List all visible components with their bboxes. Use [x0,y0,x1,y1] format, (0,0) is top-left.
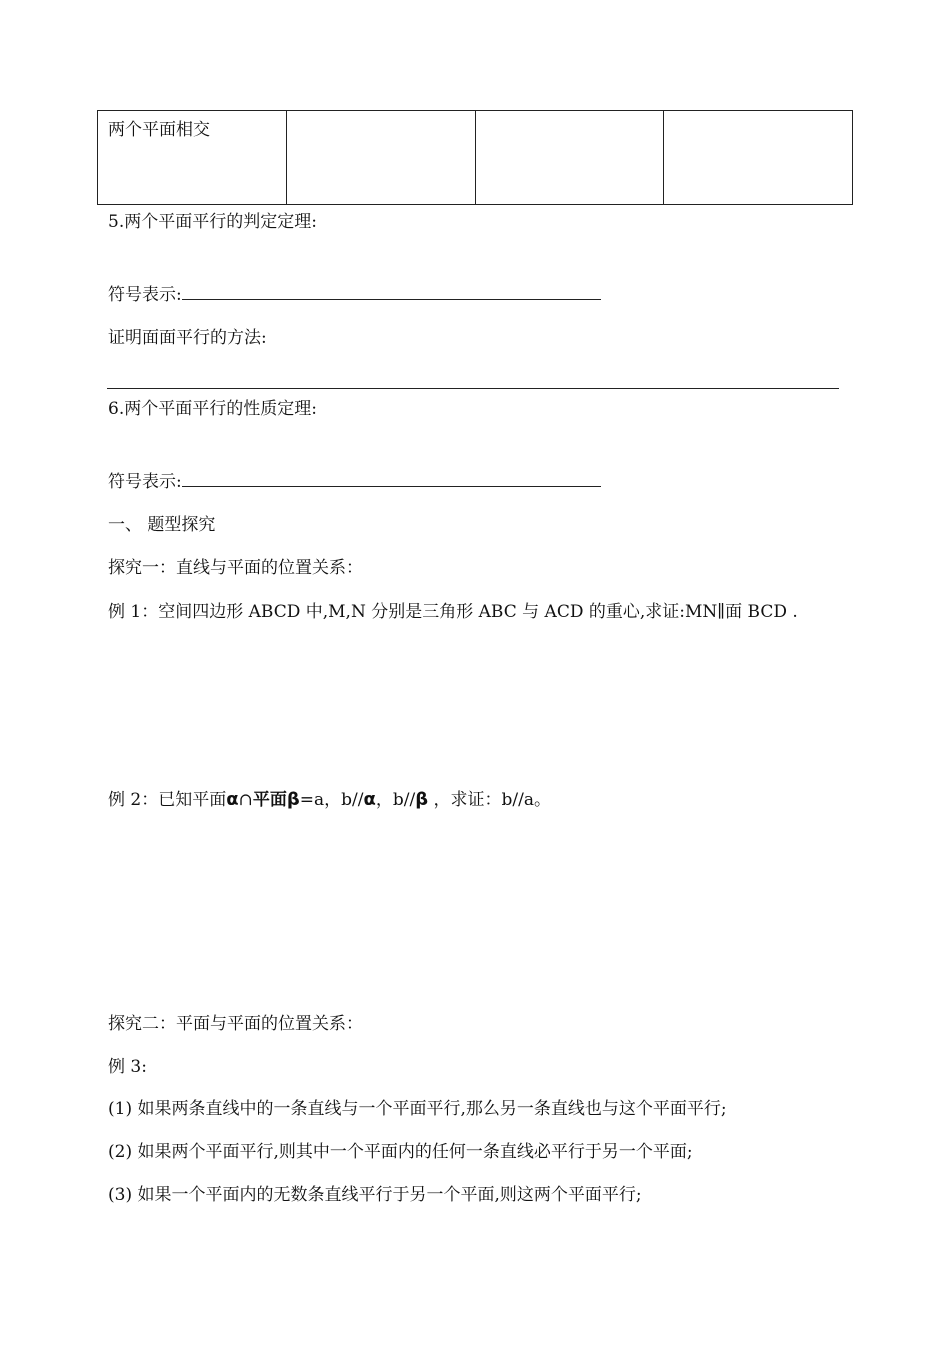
example3-item-1: (1) 如果两条直线中的一条直线与一个平面平行,那么另一条直线也与这个平面平行; [108,1099,727,1119]
example2-prefix: 例 2：已知平面 [108,790,227,810]
section6-symbol-row [108,471,601,493]
section6-heading: 6.两个平面平行的性质定理: [108,399,317,419]
section5-symbol-row [108,284,601,306]
beta-symbol-2: β [415,789,429,810]
alpha-symbol: α [226,789,239,810]
section5-symbol-label: 符号表示: [108,285,182,305]
section5-symbol-blank[interactable] [182,285,601,300]
section5-method-label: 证明面面平行的方法: [108,328,267,348]
explore1-heading: 探究一：直线与平面的位置关系： [108,558,363,578]
part-one-heading: 一、 题型探究 [108,515,216,535]
example2-text [108,789,551,811]
explore2-heading: 探究二：平面与平面的位置关系： [108,1014,363,1034]
example3-item-3: (3) 如果一个平面内的无数条直线平行于另一个平面,则这两个平面平行; [108,1185,642,1205]
table-cell [664,111,853,205]
example2-suffix: ，求证：b//a。 [428,790,551,810]
example2-mid1: =a，b// [299,790,364,810]
table-row-label: 两个平面相交 [98,111,287,205]
example3-label: 例 3: [108,1057,147,1077]
cap-symbol: ∩ [238,790,253,810]
alpha-symbol-2: α [363,789,376,810]
section5-heading: 5.两个平面平行的判定定理: [108,212,317,232]
position-relation-table [97,110,853,205]
section6-symbol-label: 符号表示: [108,472,182,492]
beta-symbol: β [286,789,300,810]
table-cell [475,111,664,205]
example1-text: 例 1：空间四边形 ABCD 中,M,N 分别是三角形 ABC 与 ACD 的重心,求证:MN∥面 BCD . [108,602,798,622]
example2-plane: 平面 [252,790,287,810]
section6-symbol-blank[interactable] [182,472,601,487]
table-cell [286,111,475,205]
example3-item-2: (2) 如果两个平面平行,则其中一个平面内的任何一条直线必平行于另一个平面; [108,1142,693,1162]
table-row [98,111,853,205]
example2-mid2: ，b// [375,790,416,810]
method-answer-blank[interactable] [107,388,839,389]
